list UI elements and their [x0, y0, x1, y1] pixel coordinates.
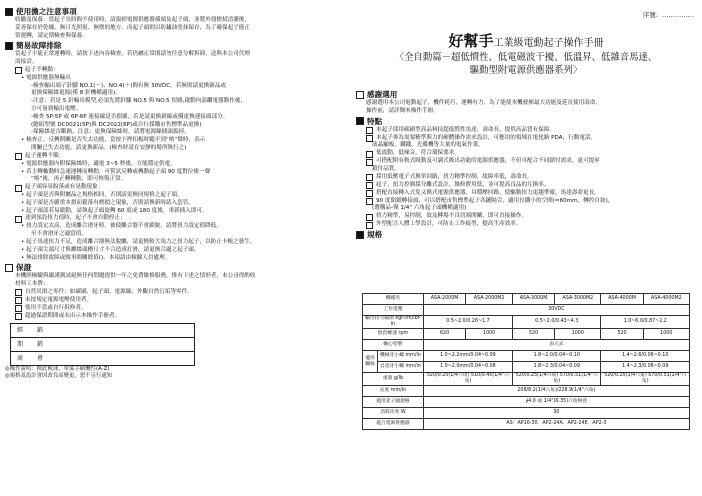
feature-line: 鎖付品質。	[372, 166, 400, 173]
trouble-line: -注意：若是 5 針輸出模型,必須先將針腳 NO.5 與 NO.5 短路,啟動內部繼電器動作後,	[31, 98, 243, 105]
feature-item: 本起子專為需要精準與力的硬體操作需求設計，可應用的領域在電化路 PDA，行動電話，	[366, 135, 696, 143]
checkbox-icon	[15, 185, 22, 192]
feature-item: 搭配直接轉入式免又換式電源供應器，具穩壓回路，使驅動扭力更趨準確，馬達壽命更長。	[366, 190, 696, 198]
features-heading: 特點	[356, 116, 696, 127]
title-text: 工業級電動起子操作手冊	[493, 38, 604, 49]
checkbox-icon	[366, 190, 373, 197]
trouble-line: • 起子頭是否與附屬品之規格相同，否則請更換同規格之起子頭。	[21, 192, 183, 199]
dealer-row: 期 銷	[11, 338, 194, 352]
specs-heading: 規格	[356, 229, 696, 240]
trouble-line: 開關已失去功能，請更換新品。(檢查時請在安靜的場所執行之)	[31, 145, 187, 152]
trouble-intro: 商接洽。	[15, 59, 38, 66]
table-row: 適用螺絲 機械牙小螺 mm/in 1.0~2.2mm/0.04~0.09 1.8~2.0/0.04~0.10 1.4~2.6/0.06~0.10	[363, 351, 690, 362]
trouble-item: 達到預設扭力值時，起子不會自動停止：	[15, 215, 345, 223]
checkbox-icon	[366, 127, 373, 134]
table-row: 長度 mm/in 208/8.2(1/4六角)/228.9(1/4"六角)	[363, 386, 690, 397]
trouble-list	[5, 67, 345, 262]
checkbox-icon	[366, 198, 373, 205]
thanks-line: 感謝選用本公司電動起子，機件耗巧，運轉有力，為了能使本機發揮最大功能及延長使用壽命，	[366, 100, 601, 106]
checkbox-icon	[366, 222, 373, 229]
trouble-line: • 起子頭是否嚴重本損而鬆落有磨損之現象，否則請換新時請入套管。	[21, 199, 194, 206]
left-column	[5, 6, 345, 380]
feature-item: 採用低壓電子式換單回路，扭力精準控制，故障率低，壽命長。	[366, 174, 696, 182]
feature-item: 可搭配附有較式吸動及可調式吸出功能的電源供應器，不但可配合不同鎖付需求，更可提昇	[366, 158, 696, 166]
trouble-line: • 電源供應器無輸出	[21, 74, 71, 81]
checkbox-icon	[5, 8, 13, 16]
trouble-line: • 扭力設定太高，造成離合滑牙時，被使離合器不會鎖脫，請將扭力設定值降低，	[21, 223, 222, 230]
table-row: 機種名 ASA-2000M ASA-2000M2 ASA-3000M ASA-3000M2 ASA-4000M ASA-4000M2	[363, 294, 690, 305]
warranty-line: 本機經檢驗與嚴謹測試絕無任何問題提供一年之免費維修服務，惟有下述之情形者，本公司得酌收	[15, 273, 256, 280]
feature-line: (選購品-僅 1/4" 六角起子頭機種適用)	[372, 205, 467, 212]
dealer-row: 經 銷	[11, 324, 194, 338]
trouble-line: 至不會滑牙之適當值。	[31, 231, 87, 238]
table-row: 無負轉速 rpm 620 1000 520 1000 520 1000	[363, 329, 690, 340]
checkbox-icon	[15, 153, 22, 160]
checkbox-icon	[356, 117, 364, 125]
footnote: ◎規格及設計會因改良而變更，恕不另行通知	[5, 372, 113, 379]
safety-line: 妥善保存於乾燥、無日光照射、無塵的地方。而起子頭則以防鏽油塗抹保存，為了確保起子能正	[15, 24, 250, 31]
trouble-line: 更換保險絲電源(僅 8 針機種適用)。	[31, 90, 121, 97]
trouble-line: • 起子馬達扭力不足，造成離合器無法脫離，請更換較大馬力之扭力起子，以防止卡帳之發生。	[21, 238, 256, 245]
trouble-heading: 簡易故障排除	[5, 40, 345, 51]
feature-item: 外型配合人體工學設計，可防止工作疲勞，提高生產效率。	[366, 221, 696, 229]
checkbox-icon	[356, 231, 364, 239]
checkbox-icon	[366, 214, 373, 221]
spec-table	[362, 293, 690, 430]
checkbox-icon	[5, 264, 13, 272]
checkbox-icon	[5, 42, 13, 50]
trouble-line: • 起子頭尖端尺寸與螺絲頭槽尺寸不合造成打滑，請更換合適之起子頭。	[21, 246, 200, 253]
trouble-line: “喀”後，再正轉轉動，即可恢復正常。	[31, 176, 127, 183]
checkbox-icon	[15, 305, 22, 312]
warranty-item: 超過保證期間或未出示本操作手冊者。	[15, 313, 345, 321]
checkbox-icon	[15, 216, 22, 223]
right-column	[356, 6, 696, 240]
trouble-line: -保險絲是否斷路，注意：更換保險絲時，請將電源線插頭拔掉。	[31, 129, 190, 136]
checkbox-icon	[366, 174, 373, 181]
checkbox-icon	[15, 313, 22, 320]
trouble-item: 起子頭容易脫落或有晃動現象：	[15, 184, 345, 192]
trouble-item: 起子不轉動：	[15, 67, 345, 75]
trouble-item: 起子運轉不順：	[15, 153, 345, 161]
trouble-line: (總組型號 DC0021(5P)與 DC2022(6P)或自行採購市售標準品更換)	[31, 121, 202, 128]
checkbox-icon	[366, 135, 373, 142]
feature-list	[356, 127, 696, 229]
feature-item: 起子，扭力控制採分離式設計，維修費用低，並可提高良品的互換率。	[366, 182, 696, 190]
feature-line: 液晶顯板，鐵錢，光碟機等大量的電氣作業。	[372, 142, 484, 149]
table-row: 適用起子頭規格 ∮4.0 或 1/4"(6.35)六角柄徑	[363, 397, 690, 408]
subtitle: 驅動型附電源供應器系列〉	[469, 65, 583, 76]
trouble-line: • 無法排除故障或脫事間關餘值()，本項請由檢驗人員處理。	[21, 254, 171, 261]
table-row: 軸心型態 表示式	[363, 340, 690, 351]
checkbox-icon	[366, 151, 373, 158]
table-row: 消耗功率 W 30	[363, 408, 690, 419]
safety-heading: 使用擔之注意事項	[5, 6, 345, 17]
trouble-intro: 當起子不能正常運轉時，請按下述內容檢查，若仍屬正常則請勿任意分解拆卸，送與本公司代理	[15, 51, 250, 58]
warranty-item: 使用不當或自行拆修者。	[15, 305, 345, 313]
subtitle: 〈全自動篇－超低慣性、低電磁波干擾、低溫昇、低雜音馬達、	[394, 52, 658, 63]
checkbox-icon	[366, 159, 373, 166]
table-row: 輸出扭力範圍 kgf-cm/lbf-in 0.5~2.0/0.26~1.7 0.5~2.0/0.43~4.3 1.0~6.0/0.87~2.2	[363, 316, 690, 329]
feature-item: 90 度閉鎖轉接頭，可以搭配市售標準起子各鏈隔合，適用長鐵小的空間(≈60mm，轉控自如)，	[366, 198, 696, 206]
table-row: 工作電壓 30VDC	[363, 305, 690, 316]
safety-line: 收繳及保養：當起子長時間不使用時，請拔掉電源供應器插頭及起子頭，並將外殼擦拭清潔後，	[15, 17, 250, 23]
thanks-line: 操作前，請詳閱本操作手冊。	[366, 107, 439, 114]
trouble-line: • 電源供應器內附保險絲時，適電 3~5 秒後，方能穩定供電。	[21, 160, 176, 167]
table-row: 重量 g/lb 520/0.25(1/4六角) 510/0.45(1/4"六角) 520/0.25(1/4六角) 570/0.51(1/4"六角) 520/0.25(1/4六角) 570/0.51(1/4"六角)	[363, 373, 690, 386]
feature-item: 低震動，低噪音，符合環保要求。	[366, 150, 696, 158]
trouble-line: 方可量到輸出電壓。	[31, 106, 82, 113]
feature-item: 本起子採用碳刷型高品料技超低慣性馬達，壽命長，提供高品質有保障。	[366, 127, 696, 135]
trouble-line: • 起子頭部若易鬆動，請執起子頭旋轉 60 度或 180 度後，重新插入即可。	[21, 207, 208, 214]
dealer-stamp-box	[10, 323, 195, 366]
warranty-item: 自然災損之零件：如碳刷、起子頭、電源線、外觀自然污垢等零件。	[15, 289, 345, 297]
safety-line: 常運轉，請定期檢查與保養。	[15, 32, 88, 39]
trouble-line: -檢查 5P-5P 或 6P-6P 連接線是否損壞，若是請更換新線或優更換連接頭部分。	[31, 113, 229, 120]
trouble-line: • 若主轉軸動時急速運轉而轉動，可嘗試反轉或轉動起子頭 90 度對位後一聲	[21, 168, 211, 175]
trouble-line: • 檢查正、反轉開關是否失去功能，當按下押扣板時聽不到“喀”聲時，表示	[21, 137, 206, 144]
warranty-item: 未按規定電源電壓使用者。	[15, 297, 345, 305]
checkbox-icon	[15, 289, 22, 296]
feature-item: 扭力精準，易控制，故及轉場不良切端開關，即可直接操作。	[366, 213, 696, 221]
checkbox-icon	[356, 91, 364, 99]
table-row: 適合電源供應器 AS：AP16-30、AP2-24A、AP2-24E、AP2-3	[363, 419, 690, 430]
warranty-line: 材料工本費：	[15, 281, 49, 288]
checkbox-icon	[15, 67, 22, 74]
table-row: 自攻牙小螺 mm/in 1.0~2.0mm/0.04~0.08 1.8~2.3/0.04~0.09 1.4~2.3/0.06~0.09	[363, 362, 690, 373]
footnote: ◎操作說明：換此軌球，單係手刷機性(A-Z)	[5, 365, 110, 372]
serial-number: 序號：……………	[642, 11, 694, 19]
manual-title	[356, 30, 696, 77]
dealer-row: 商 會	[17, 354, 49, 362]
thanks-heading: 感謝選用	[356, 89, 696, 100]
brand-name: 好幫手	[448, 32, 494, 50]
trouble-line: -檢查輸出端子針腳 NO.1(－)、NO.4(＋)間有無 30VDC，若無則請更換新品或	[31, 82, 227, 89]
checkbox-icon	[15, 297, 22, 304]
checkbox-icon	[366, 182, 373, 189]
warranty-heading: 保證	[5, 262, 345, 273]
